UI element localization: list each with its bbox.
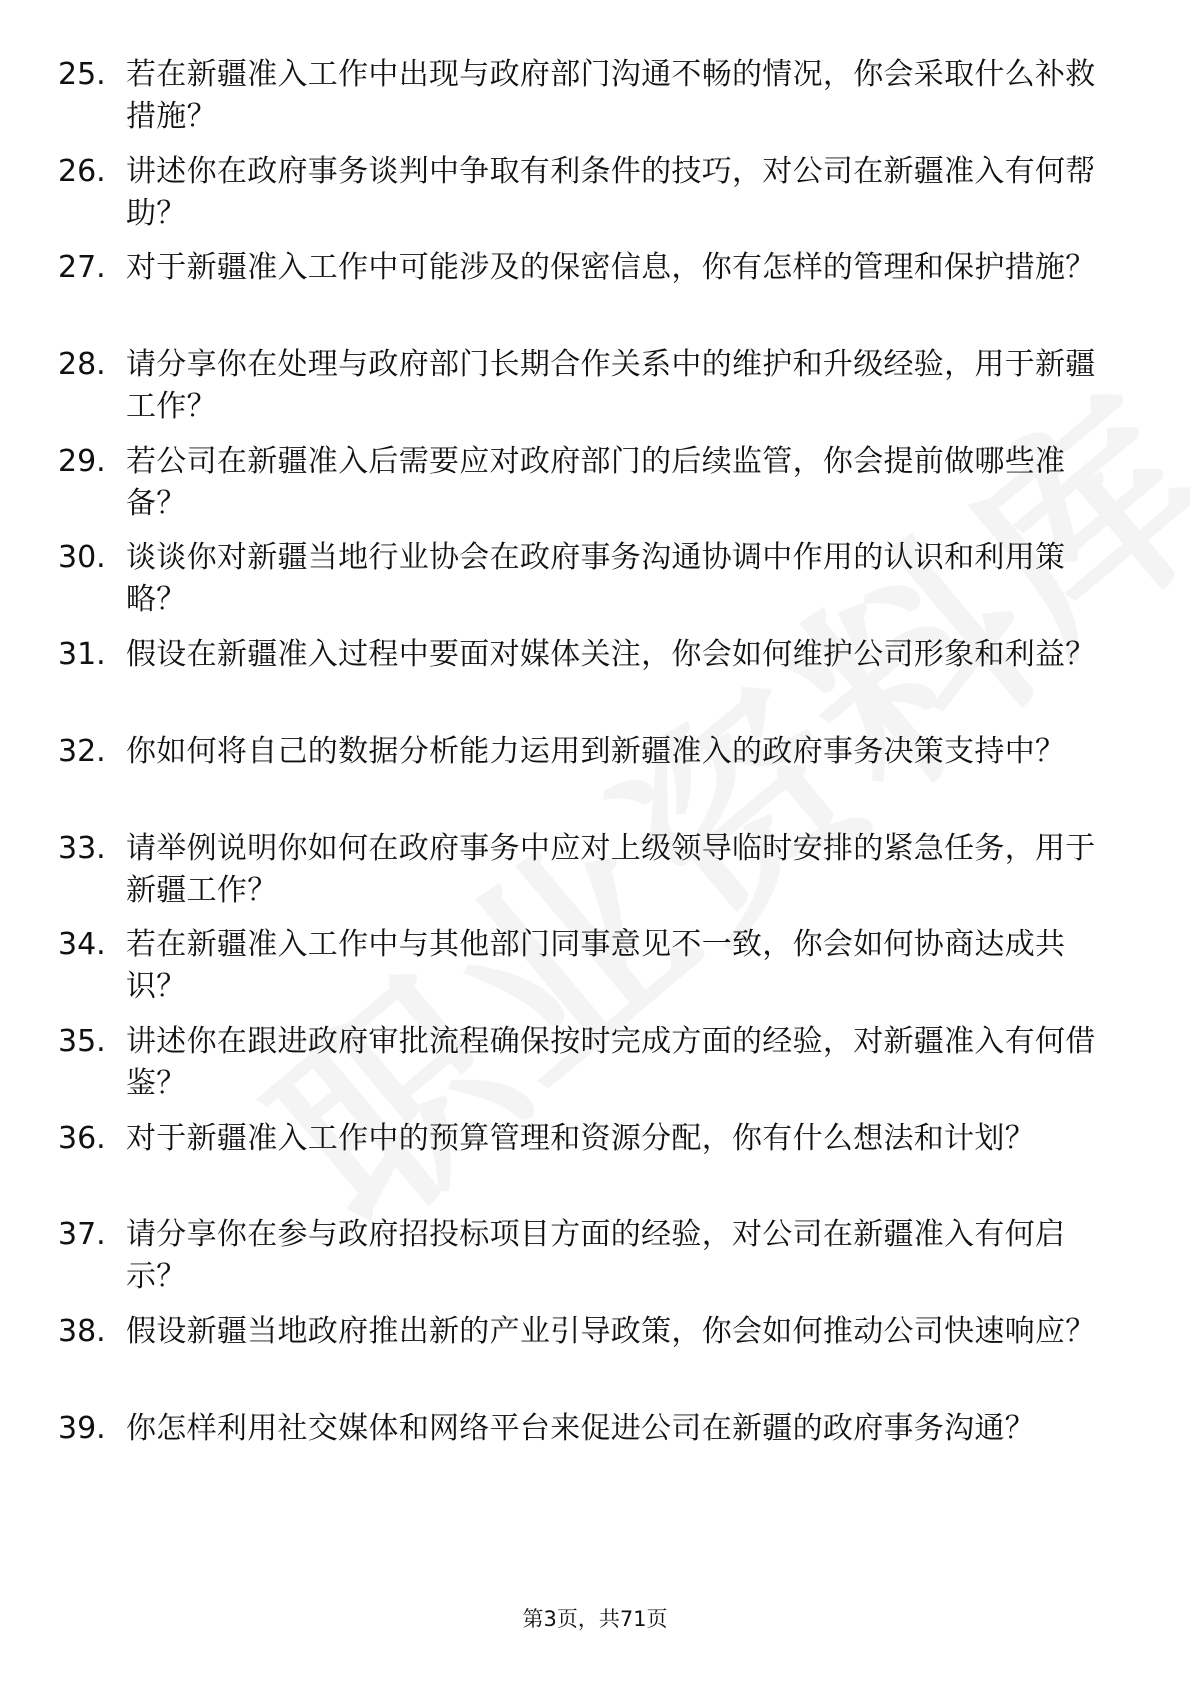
question-item (58, 1311, 1118, 1408)
question-item (58, 151, 1118, 248)
question-item (58, 828, 1118, 925)
question-item (58, 344, 1118, 441)
question-item (58, 1021, 1118, 1118)
question-item (58, 441, 1118, 538)
question-number: 26. (58, 153, 106, 189)
question-number: 27. (58, 250, 106, 286)
question-text: 讲述你在政府事务谈判中争取有利条件的技巧，对公司在新疆准入有何帮助？ (126, 153, 1096, 231)
question-text: 假设在新疆准入过程中要面对媒体关注，你会如何维护公司形象和利益？ (126, 637, 1096, 673)
question-number: 36. (58, 1120, 106, 1156)
question-text: 谈谈你对新疆当地行业协会在政府事务沟通协调中作用的认识和利用策略？ (126, 540, 1066, 618)
question-item (58, 537, 1118, 634)
page-footer: 第3页，共71页 (522, 1607, 668, 1631)
question-number: 39. (58, 1410, 106, 1446)
question-text: 你如何将自己的数据分析能力运用到新疆准入的政府事务决策支持中？ (126, 733, 1066, 769)
question-number: 34. (58, 927, 106, 963)
question-item (58, 1118, 1118, 1215)
question-text: 对于新疆准入工作中可能涉及的保密信息，你有怎样的管理和保护措施？ (126, 250, 1096, 286)
question-item (58, 1408, 1118, 1505)
question-number: 37. (58, 1217, 106, 1253)
question-text: 若在新疆准入工作中出现与政府部门沟通不畅的情况，你会采取什么补救措施？ (126, 57, 1096, 134)
question-item (58, 924, 1118, 1021)
question-list (58, 54, 1118, 1504)
question-text: 讲述你在跟进政府审批流程确保按时完成方面的经验，对新疆准入有何借鉴？ (126, 1023, 1096, 1101)
question-text: 对于新疆准入工作中的预算管理和资源分配，你有什么想法和计划？ (126, 1120, 1035, 1156)
question-number: 31. (58, 637, 106, 673)
question-item (58, 731, 1118, 828)
question-number: 29. (58, 443, 106, 479)
question-number: 28. (58, 347, 106, 383)
question-text: 请分享你在参与政府招投标项目方面的经验，对公司在新疆准入有何启示？ (126, 1217, 1066, 1295)
question-number: 38. (58, 1313, 106, 1349)
question-text: 若公司在新疆准入后需要应对政府部门的后续监管，你会提前做哪些准备？ (126, 443, 1066, 521)
question-number: 32. (58, 733, 106, 769)
question-number: 33. (58, 830, 106, 866)
question-text: 请分享你在处理与政府部门长期合作关系中的维护和升级经验，用于新疆工作？ (126, 347, 1096, 425)
question-item (58, 247, 1118, 344)
question-text: 假设新疆当地政府推出新的产业引导政策，你会如何推动公司快速响应？ (126, 1313, 1096, 1349)
question-text: 若在新疆准入工作中与其他部门同事意见不一致，你会如何协商达成共识？ (126, 927, 1066, 1005)
question-item (58, 1214, 1118, 1311)
question-number: 30. (58, 540, 106, 576)
question-text: 你怎样利用社交媒体和网络平台来促进公司在新疆的政府事务沟通？ (126, 1410, 1035, 1446)
question-number: 35. (58, 1023, 106, 1059)
question-item (58, 54, 1118, 151)
question-number: 25. (58, 57, 106, 92)
question-item (58, 634, 1118, 731)
question-text: 请举例说明你如何在政府事务中应对上级领导临时安排的紧急任务，用于新疆工作？ (126, 830, 1096, 908)
